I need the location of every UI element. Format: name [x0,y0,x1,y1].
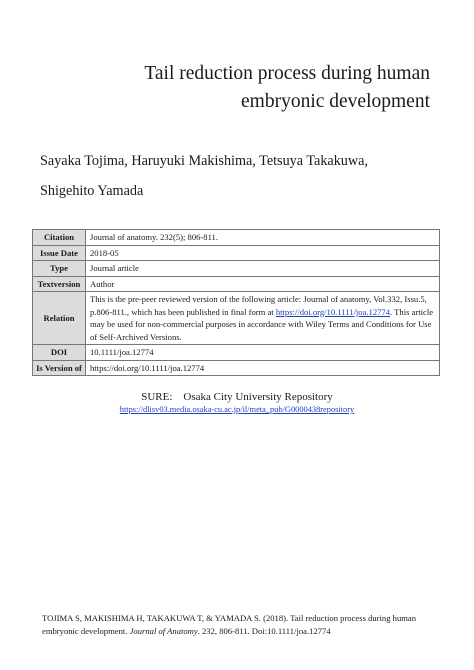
citation-row [33,230,440,246]
citation-value: Journal of anatomy. 232(5); 806-811. [86,230,440,246]
citation-footer-part1: TOJIMA S, MAKISHIMA H, TAKAKUWA T, & YAMADA S. (2018). Tail reduction process during human embryonic development. [42,613,417,636]
relation-text-after: . This article may be used for non-commercial purposes in accordance with Wiley Terms and Conditions for Use of Self-Archived Versions. [90,306,434,342]
doi-value: 10.1111/joa.12774 [86,345,440,361]
type-row [33,261,440,277]
relation-text-before: This is the pre-peer reviewed version of the following article: Journal of anatomy, Vol.332, Issu.5, p.806-811., which has been published in final form at [90,294,427,317]
title-line-1: Tail reduction process during human [144,63,430,84]
relation-label: Relation [33,292,86,345]
document-title [50,60,430,116]
type-value: Journal article [86,261,440,277]
citation-footer-part2: . 232, 806-811. Doi:10.1111/joa.12774 [197,625,331,636]
type-label: Type [33,261,86,277]
is-version-of-label: Is Version of [33,360,86,376]
metadata-table [32,229,440,376]
is-version-of-row [33,360,440,376]
textversion-label: Textversion [33,276,86,292]
doi-label: DOI [33,345,86,361]
issue-date-row [33,245,440,261]
issue-date-label: Issue Date [33,245,86,261]
textversion-row [33,276,440,292]
relation-row [33,292,440,345]
issue-date-value: 2018-05 [86,245,440,261]
title-line-2: embryonic development [241,91,430,112]
relation-doi-link[interactable]: https://doi.org/10.1111/joa.12774 [275,306,391,317]
author-line-1: Sayaka Tojima, Haruyuki Makishima, Tetsuya Takakuwa, [40,153,368,169]
doi-row [33,345,440,361]
repository-url-link[interactable]: https://dlisv03.media.osaka-cu.ac.jp/il/meta_pub/G0000438repository [119,405,355,414]
author-line-2: Shigehito Yamada [40,183,144,199]
citation-footer [42,612,442,637]
repository-label: SURE: Osaka City University Repository [141,391,333,403]
citation-footer-journal: Journal of Anatomy [129,625,198,636]
citation-label: Citation [33,230,86,246]
relation-value [86,292,440,345]
repository-url-container [0,405,474,414]
author-list [40,146,450,206]
textversion-value: Author [86,276,440,292]
is-version-of-value: https://doi.org/10.1111/joa.12774 [86,360,440,376]
